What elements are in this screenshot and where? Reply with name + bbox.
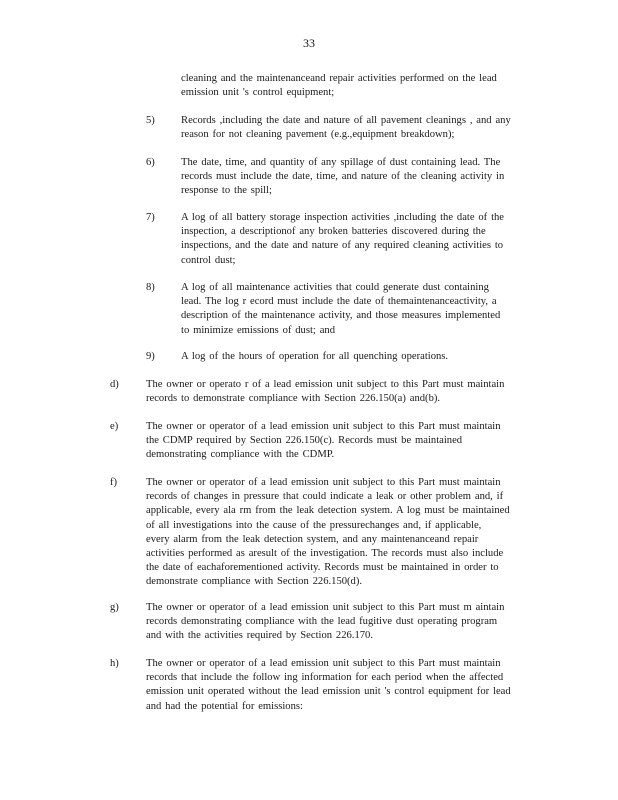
text-line: The owner or operator of a lead emission unit subject to this Part must m aintain — [146, 602, 505, 613]
text-line: response to the spill; — [181, 185, 272, 197]
text-line: The owner or operator of a lead emission unit subject to this Part must maintain — [146, 421, 501, 432]
text-line: and with the activities required by Section 226.170. — [146, 630, 373, 642]
text-line: Records ,including the date and nature of all pavement cleanings , and any — [181, 115, 511, 126]
item-text — [181, 156, 534, 199]
item-marker: e) — [110, 421, 119, 432]
text-line: and had the potential for emissions: — [146, 700, 303, 712]
item-marker: 7) — [146, 212, 155, 223]
text-line: the CDMP required by Section 226.150(c). Records must be maintained — [146, 435, 463, 447]
text-line: records demonstrating compliance with the lead fugitive dust operating program — [146, 616, 498, 628]
text-line: A log of all battery storage inspection activities ,including the date of the — [181, 212, 505, 223]
item-text — [146, 420, 536, 463]
text-line: lead. The log r ecord must include the date of themaintenanceactivity, a — [181, 296, 497, 308]
text-line: to minimize emissions of dust; and — [181, 324, 336, 336]
text-line: emission unit 's control equipment; — [181, 87, 335, 99]
item-text — [146, 601, 536, 644]
text-line: of all investigations into the cause of the pressurechanges and, if applicable, — [146, 519, 482, 531]
text-line: inspection, a descriptionof any broken batteries discovered during the — [181, 226, 486, 238]
text-line: control dust; — [181, 254, 236, 266]
text-line: the date of eachaforementioned activity. Records must be maintained in order to — [146, 562, 499, 574]
item-marker: h) — [110, 658, 119, 669]
page-number: 33 — [303, 36, 315, 50]
text-line: emission unit operated without the lead emission unit 's control equipment for lead — [146, 686, 511, 698]
text-line: The owner or operato r of a lead emission unit subject to this Part must maintain — [146, 379, 505, 390]
item-text — [181, 211, 534, 268]
item-marker: f) — [110, 477, 118, 488]
text-line: The owner or operator of a lead emission unit subject to this Part must maintain — [146, 658, 501, 669]
item-text — [181, 281, 526, 338]
item-marker: 6) — [146, 157, 155, 168]
text-line: applicable, every ala rm from the leak detection system. A log must be maintained — [146, 505, 510, 517]
text-line: demonstrate compliance with Section 226.150(d). — [146, 576, 363, 588]
text-line: reason for not cleaning pavement (e.g.,equipment breakdown); — [181, 129, 455, 141]
text-line: records must include the date, time, and nature of the cleaning activity in — [181, 171, 505, 183]
text-line: every alarm from the leak detection system, and any maintenanceand repair — [146, 533, 479, 545]
item-marker: 8) — [146, 282, 155, 293]
item-marker: d) — [110, 379, 119, 390]
item-text — [181, 114, 534, 142]
item-text — [181, 350, 481, 364]
text-line: cleaning and the maintenanceand repair activities performed on the lead — [181, 73, 497, 84]
text-line: inspections, and the date and nature of any required cleaning activities to — [181, 240, 504, 252]
item-marker: 5) — [146, 115, 155, 126]
item-text — [181, 72, 526, 100]
text-line: records that include the follow ing information for each period when the affected — [146, 672, 504, 684]
text-line: The owner or operator of a lead emission unit subject to this Part must maintain — [146, 477, 501, 488]
item-marker: g) — [110, 602, 119, 613]
item-text — [146, 657, 539, 714]
text-line: A log of all maintenance activities that could generate dust containing — [181, 282, 489, 293]
text-line: demonstrating compliance with the CDMP. — [146, 449, 335, 461]
item-text — [146, 378, 536, 406]
text-line: The date, time, and quantity of any spillage of dust containing lead. The — [181, 157, 501, 168]
item-text — [146, 476, 536, 590]
text-line: activities performed as aresult of the investigation. The records must also include — [146, 548, 504, 560]
text-line: A log of the hours of operation for all quenching operations. — [181, 351, 449, 362]
text-line: description of the maintenance activity, and those measures implemented — [181, 310, 501, 322]
text-line: records to demonstrate compliance with Section 226.150(a) and(b). — [146, 393, 441, 405]
item-marker: 9) — [146, 351, 155, 362]
text-line: records of changes in pressure that could indicate a leak or other problem and, if — [146, 491, 504, 503]
